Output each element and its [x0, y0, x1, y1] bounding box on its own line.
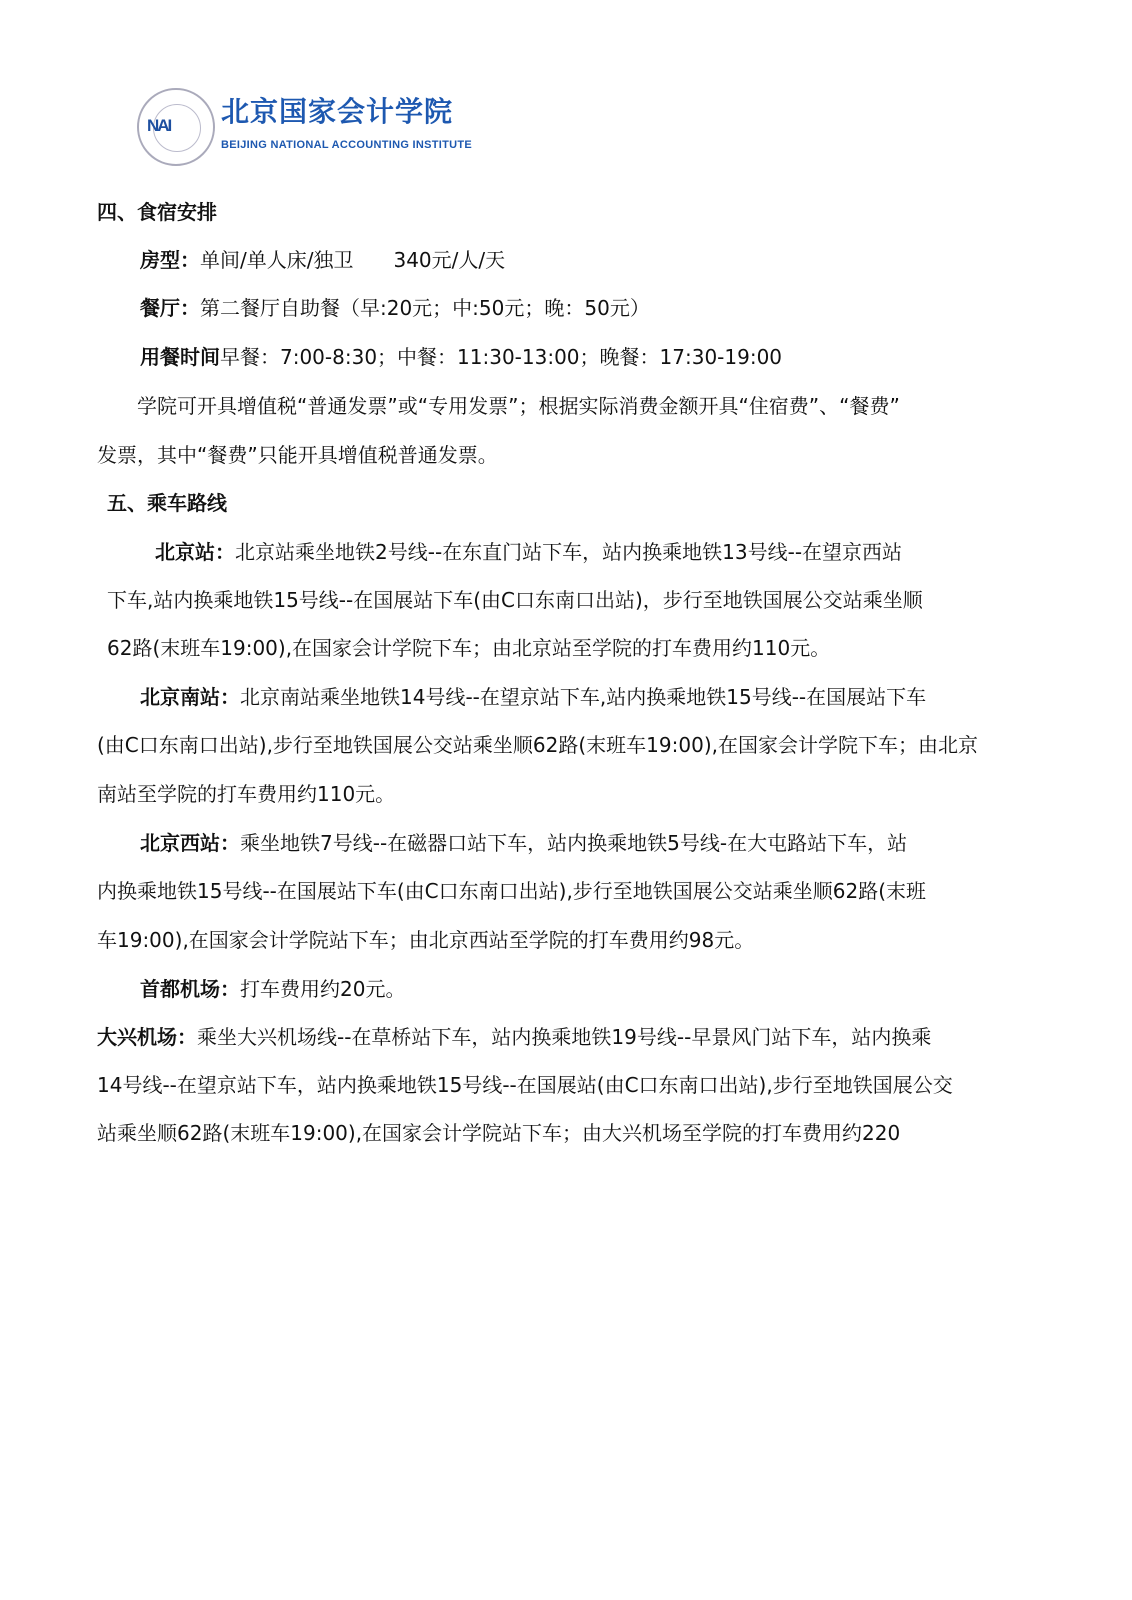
route-line: 内换乘地铁15号线--在国展站下车(由C口东南口出站),步行至地铁国展公交站乘坐顺62路(末班	[97, 879, 927, 903]
invoice-line: 学院可开具增值税“普通发票”或“专用发票”；根据实际消费金额开具“住宿费”、“餐费”	[137, 394, 900, 418]
route-line: 南站至学院的打车费用约110元。	[97, 782, 396, 806]
dining-hall: 餐厅：第二餐厅自助餐（早:20元；中:50元；晚：50元）	[140, 296, 650, 320]
route-line: 14号线--在望京站下车，站内换乘地铁15号线--在国展站(由C口东南口出站),步行至地铁国展公交	[97, 1073, 953, 1097]
route-south: 北京南站：北京南站乘坐地铁14号线--在望京站下车,站内换乘地铁15号线--在国展站下车	[140, 685, 927, 709]
logo-name-cn: 北京国家会计学院	[221, 95, 454, 128]
meal-time: 用餐时间早餐：7:00-8:30；中餐：11:30-13:00；晚餐：17:30-19:00	[140, 345, 783, 369]
section4-heading: 四、食宿安排	[97, 200, 217, 224]
route-line: 站乘坐顺62路(末班车19:00),在国家会计学院站下车；由大兴机场至学院的打车费用约220	[97, 1121, 901, 1145]
route-west: 北京西站：乘坐地铁7号线--在磁器口站下车，站内换乘地铁5号线-在大屯路站下车，站	[140, 831, 908, 855]
logo-name-en: BEIJING NATIONAL ACCOUNTING INSTITUTE	[221, 139, 473, 151]
route-daxing-airport: 大兴机场：乘坐大兴机场线--在草桥站下车，站内换乘地铁19号线--早景风门站下车，站内换乘	[97, 1025, 932, 1049]
route-capital-airport: 首都机场：打车费用约20元。	[140, 977, 406, 1001]
route-beijing: 北京站：北京站乘坐地铁2号线--在东直门站下车，站内换乘地铁13号线--在望京西站	[155, 540, 903, 564]
seal-icon: NAI	[137, 88, 215, 166]
route-line: 下车,站内换乘地铁15号线--在国展站下车(由C口东南口出站)，步行至地铁国展公交站乘坐顺	[107, 588, 923, 612]
route-line: (由C口东南口出站),步行至地铁国展公交站乘坐顺62路(末班车19:00),在国家会计学院下车；由北京	[97, 733, 978, 757]
route-line: 62路(末班车19:00),在国家会计学院下车；由北京站至学院的打车费用约110元。	[107, 636, 831, 660]
section5-heading: 五、乘车路线	[107, 491, 227, 515]
route-line: 车19:00),在国家会计学院站下车；由北京西站至学院的打车费用约98元。	[97, 928, 755, 952]
invoice-line: 发票，其中“餐费”只能开具增值税普通发票。	[97, 443, 498, 467]
institute-logo	[137, 88, 477, 168]
room-type: 房型：单间/单人床/独卫 340元/人/天	[140, 248, 506, 272]
